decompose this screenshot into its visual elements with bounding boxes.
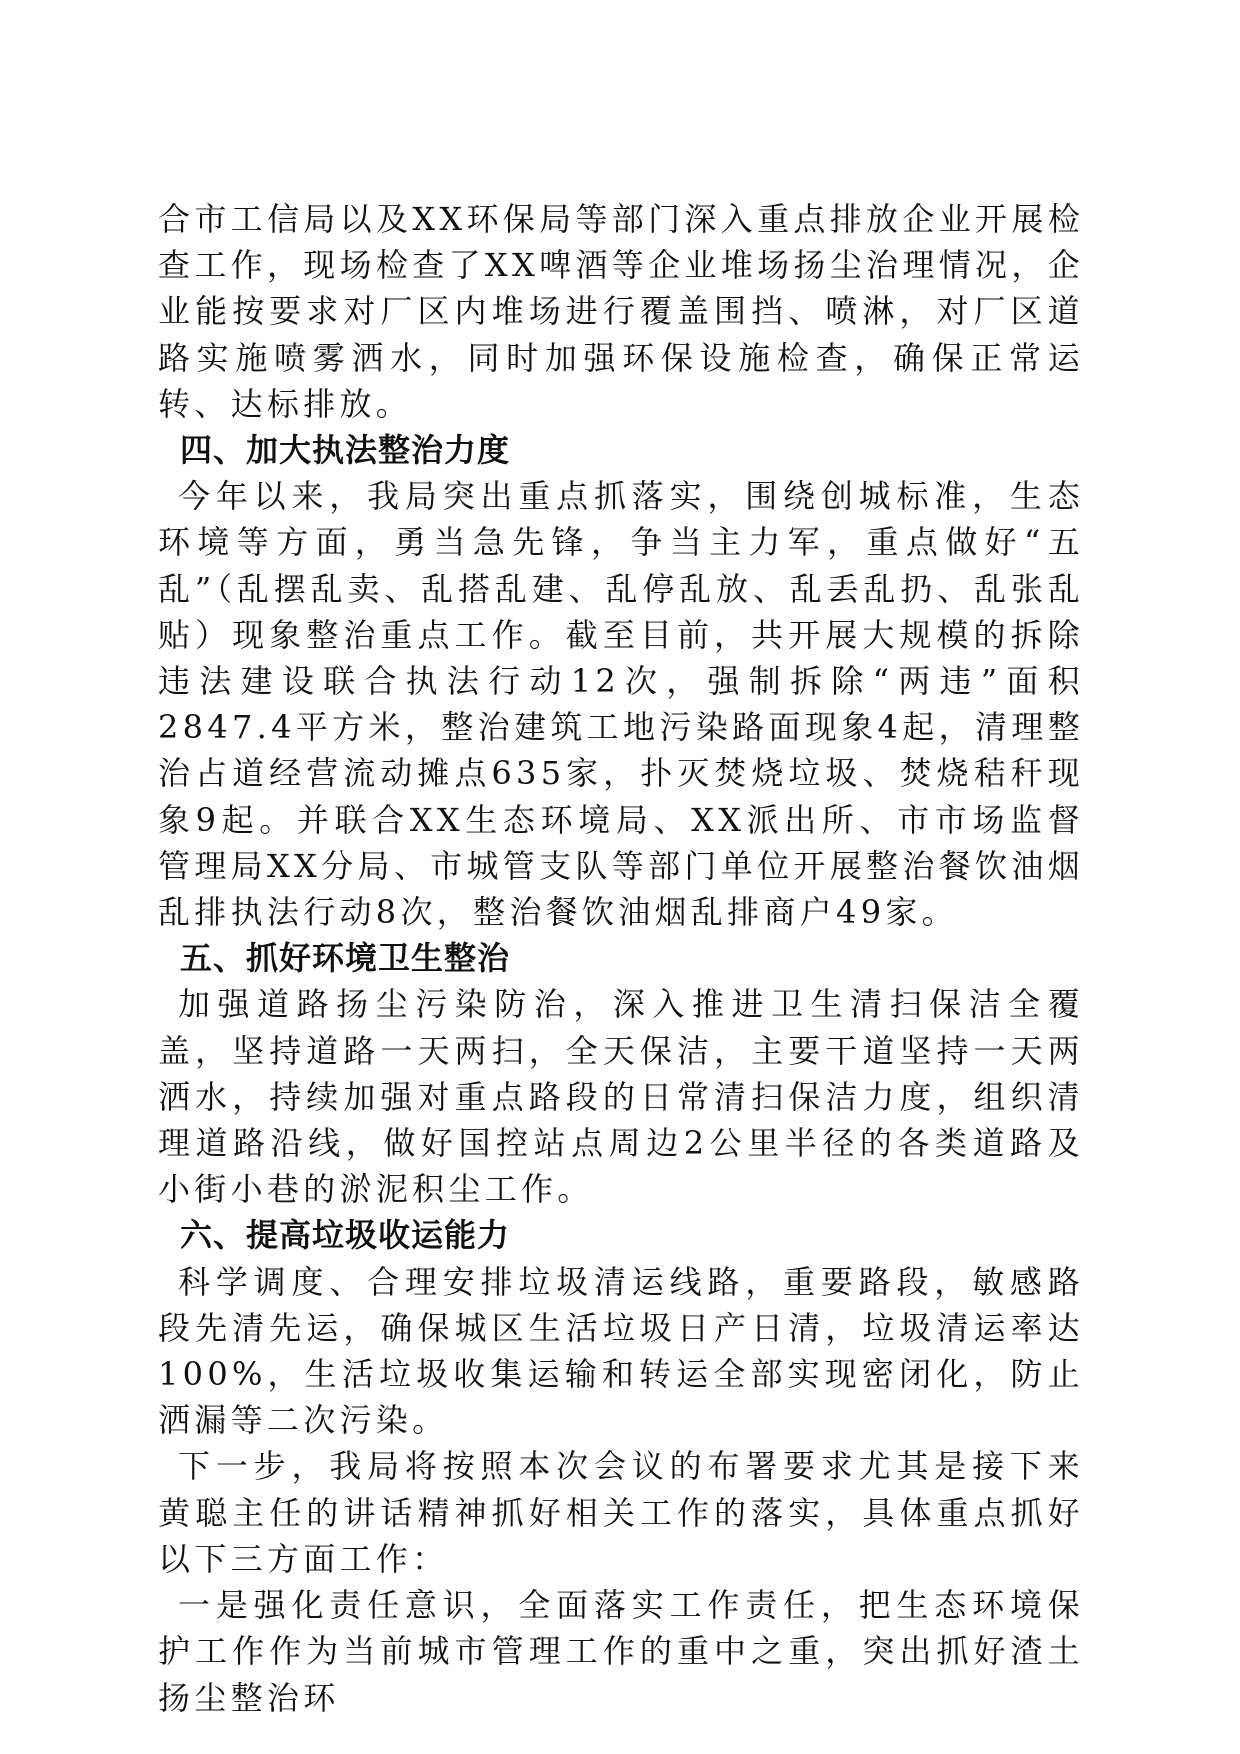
paragraph-garbage-collection: 科学调度、合理安排垃圾清运线路，重要路段，敏感路段先清先运，确保城区生活垃圾日产日清，垃圾清运率达100%，生活垃圾收集运输和转运全部实现密闭化，防止洒漏等二次污染。 — [158, 1262, 1084, 1440]
paragraph-continuation: 合市工信局以及XX环保局等部门深入重点排放企业开展检查工作，现场检查了XX啤酒等企业堆场扬尘治理情况，企业能按要求对厂区内堆场进行覆盖围挡、喷淋，对厂区道路实施喷雾洒水，同时加强环保设施检查，确保正常运转、达标排放。 — [158, 200, 1084, 423]
paragraph-enforcement: 今年以来，我局突出重点抓落实，围绕创城标准，生态环境等方面，勇当急先锋，争当主力军，重点做好“五乱”（乱摆乱卖、乱搭乱建、乱停乱放、乱丢乱扔、乱张乱贴）现象整治重点工作。截至目前，共开展大规模的拆除违法建设联合执法行动12次，强制拆除“两违”面积2847.4平方米，整治建筑工地污染路面现象4起，清理整治占道经营流动摊点635家，扑灭焚烧垃圾、焚烧秸秆现象9起。并联合XX生态环境局、XX派出所、市市场监督管理局XX分局、市城管支队等部门单位开展整治餐饮油烟乱排执法行动8次，整治餐饮油烟乱排商户49家。 — [158, 477, 1084, 932]
paragraph-sanitation: 加强道路扬尘污染防治，深入推进卫生清扫保洁全覆盖，坚持道路一天两扫，全天保洁，主要干道坚持一天两洒水，持续加强对重点路段的日常清扫保洁力度，组织清理道路沿线，做好国控站点周边2公里半径的各类道路及小街小巷的淤泥积尘工作。 — [158, 985, 1084, 1209]
section-heading-6: 六、提高垃圾收运能力 — [180, 1216, 511, 1255]
section-heading-4: 四、加大执法整治力度 — [180, 431, 511, 470]
paragraph-responsibility: 一是强化责任意识，全面落实工作责任，把生态环境保护工作作为当前城市管理工作的重中之重，突出抓好渣土扬尘整治环 — [158, 1586, 1084, 1717]
document-page — [158, 196, 1084, 1721]
paragraph-next-steps: 下一步，我局将按照本次会议的布署要求尤其是接下来黄聪主任的讲话精神抓好相关工作的落实，具体重点抓好以下三方面工作： — [158, 1447, 1084, 1578]
section-heading-5: 五、抓好环境卫生整治 — [180, 939, 511, 978]
